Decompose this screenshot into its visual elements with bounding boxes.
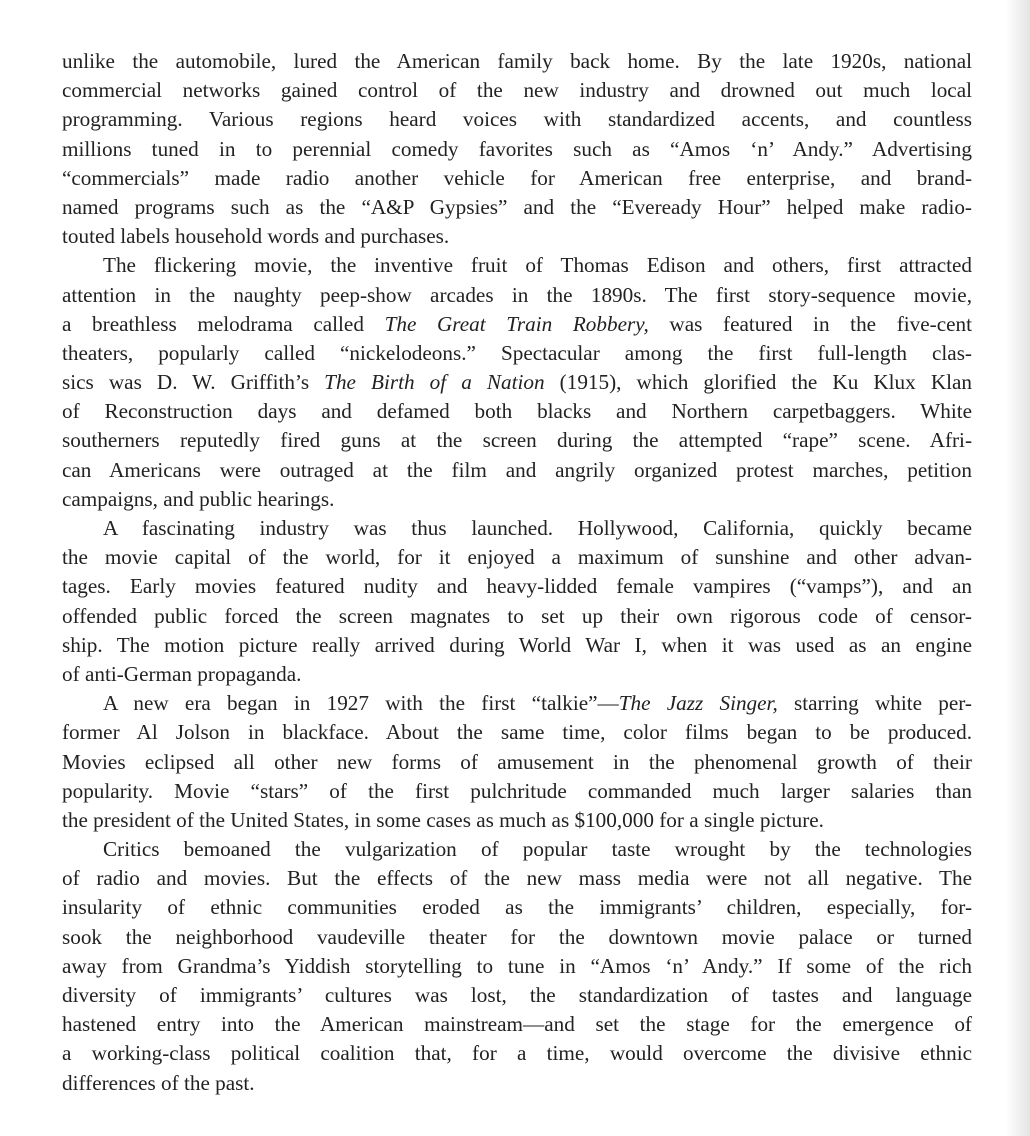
text-line: commercial networks gained control of the new industry and drowned out much local: [62, 78, 972, 103]
text-line: unlike the automobile, lured the American family back home. By the late 1920s, national: [62, 49, 972, 73]
paragraph: [62, 835, 972, 1098]
text-line: [62, 689, 972, 718]
text-line: campaigns, and public hearings.: [62, 486, 335, 511]
italic-title: The Great Train Robbery,: [384, 311, 649, 336]
text-line: named programs such as the “A&P Gypsies” and the “Eveready Hour” helped make radio-: [62, 194, 972, 219]
text-segment: A new era began in 1927 with the first “talkie”—: [103, 691, 619, 716]
italic-title: The Birth of a Nation: [324, 370, 545, 395]
text-line: former Al Jolson in blackface. About the same time, color films began to be produced.: [62, 720, 972, 745]
text-line: sook the neighborhood vaudeville theater for the downtown movie palace or turned: [62, 924, 972, 949]
text-line: The flickering movie, the inventive fruit of Thomas Edison and others, first attracted: [103, 253, 972, 278]
text-line: Movies eclipsed all other new forms of amusement in the phenomenal growth of their: [62, 749, 972, 774]
paragraph: [62, 514, 972, 689]
text-line: of anti-German propaganda.: [62, 661, 302, 686]
text-line: touted labels household words and purchases.: [62, 224, 450, 249]
text-segment: starring white per-: [777, 691, 972, 716]
text-line: diversity of immigrants’ cultures was lost, the standardization of tastes and language: [62, 983, 972, 1007]
text-line: attention in the naughty peep-show arcades in the 1890s. The first story-sequence movie,: [62, 282, 972, 307]
italic-title: The Jazz Singer,: [618, 691, 778, 716]
text-line: [62, 368, 972, 397]
text-line: Critics bemoaned the vulgarization of popular taste wrought by the technologies: [103, 837, 972, 862]
text-line: can Americans were outraged at the film and angrily organized protest marches, petition: [62, 457, 972, 482]
text-segment: (1915), which glorified the Ku Klux Klan: [544, 370, 973, 395]
text-line: A fascinating industry was thus launched. Hollywood, California, quickly became: [103, 516, 972, 540]
text-line: of Reconstruction days and defamed both blacks and Northern carpetbaggers. White: [62, 399, 972, 424]
paragraph: [62, 251, 972, 514]
text-segment: a breathless melodrama called: [62, 311, 385, 336]
paragraph: [62, 47, 972, 251]
text-line: millions tuned in to perennial comedy favorites such as “Amos ‘n’ Andy.” Advertising: [62, 136, 972, 161]
text-line: offended public forced the screen magnates to set up their own rigorous code of censor-: [62, 603, 972, 628]
text-line: [62, 310, 972, 339]
paragraph: [62, 689, 972, 835]
page-edge-shadow: [1006, 0, 1030, 1136]
text-line: “commercials” made radio another vehicle for American free enterprise, and brand-: [62, 165, 972, 190]
text-line: the movie capital of the world, for it enjoyed a maximum of sunshine and other advan-: [62, 545, 972, 570]
text-line: tages. Early movies featured nudity and heavy-lidded female vampires (“vamps”), and an: [62, 574, 972, 599]
text-line: the president of the United States, in some cases as much as $100,000 for a single picture.: [62, 807, 824, 832]
text-line: southerners reputedly fired guns at the screen during the attempted “rape” scene. Afri-: [62, 428, 972, 453]
text-segment: was featured in the five-cent: [648, 311, 972, 336]
document-page: [62, 47, 972, 1098]
text-line: programming. Various regions heard voices with standardized accents, and countless: [62, 107, 972, 132]
text-line: away from Grandma’s Yiddish storytelling to tune in “Amos ‘n’ Andy.” If some of the rich: [62, 953, 972, 978]
text-line: hastened entry into the American mainstream—and set the stage for the emergence of: [62, 1012, 972, 1037]
text-line: insularity of ethnic communities eroded as the immigrants’ children, especially, for-: [62, 895, 972, 920]
text-segment: sics was D. W. Griffith’s: [62, 370, 325, 395]
text-line: theaters, popularly called “nickelodeons.” Spectacular among the first full-length clas-: [62, 340, 972, 365]
text-line: popularity. Movie “stars” of the first pulchritude commanded much larger salaries than: [62, 778, 972, 803]
text-line: of radio and movies. But the effects of the new mass media were not all negative. The: [62, 866, 972, 891]
text-line: differences of the past.: [62, 1070, 255, 1095]
text-line: ship. The motion picture really arrived during World War I, when it was used as an engine: [62, 632, 972, 657]
text-line: a working-class political coalition that, for a time, would overcome the divisive ethnic: [62, 1041, 972, 1066]
